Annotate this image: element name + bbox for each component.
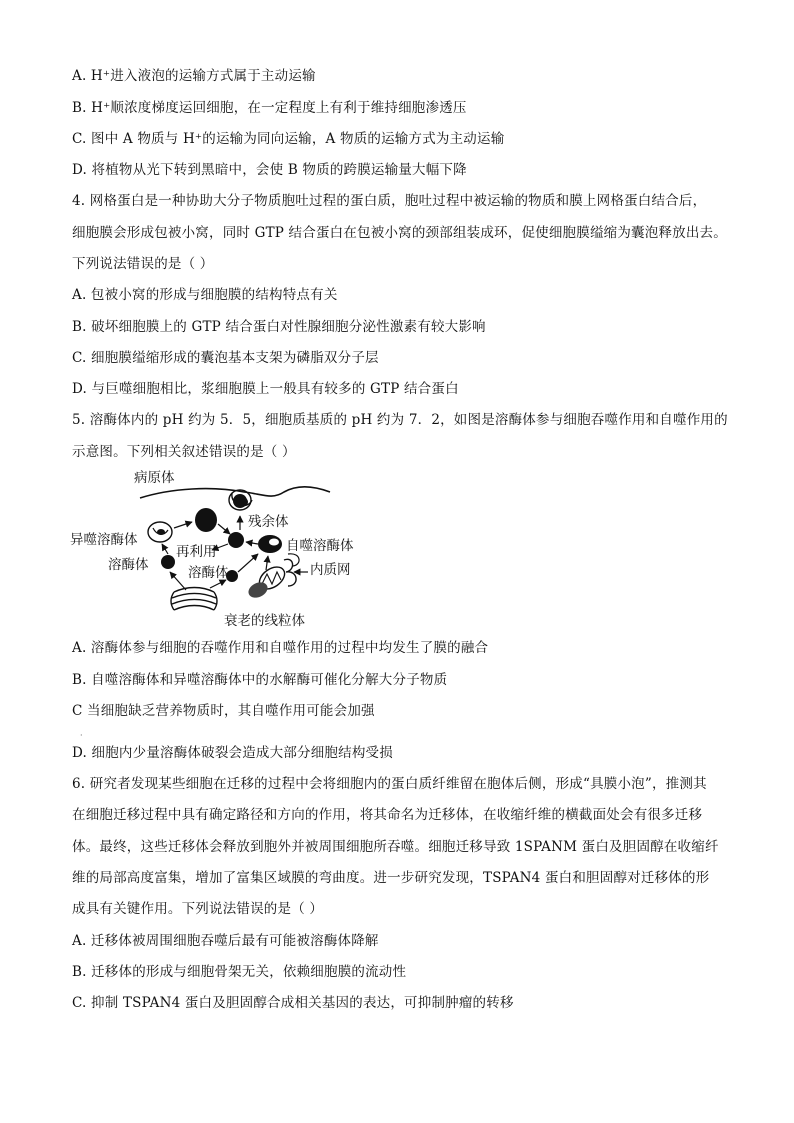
label-lysosome-center: 溶酶体	[188, 565, 229, 581]
residual-body	[228, 532, 244, 548]
q6-stem-line-5: 成具有关键作用。下列说法错误的是（ ）	[72, 901, 324, 917]
q4-stem-line-2: 细胞膜会形成包被小窝，同时 GTP 结合蛋白在包被小窝的颈部组装成环，促使细胞膜缢缩为囊泡释放出去。	[72, 225, 727, 241]
q4-stem-line-3: 下列说法错误的是（ ）	[72, 256, 214, 272]
golgi-apparatus	[171, 588, 217, 611]
label-endoplasmic-reticulum: 内质网	[310, 562, 351, 578]
phagosome	[195, 508, 217, 532]
label-pathogen: 病原体	[134, 470, 175, 486]
q5-option-c: C 当细胞缺乏营养物质时，其自噬作用可能会加强	[72, 703, 375, 719]
q5-stem-line-1: 5. 溶酶体内的 pH 约为 5．5，细胞质基质的 pH 约为 7．2，如图是溶酶体参与细胞吞噬作用和自噬作用的	[72, 412, 728, 428]
mitochondria-er-cluster	[246, 554, 299, 601]
q6-stem-line-2: 在细胞迁移过程中具有确定路径和方向的作用，将其命名为迁移体，在收缩纤维的横截面处会有很多迁移	[72, 807, 703, 823]
label-autophagic-lysosome: 自噬溶酶体	[286, 538, 354, 554]
label-lysosome-left: 溶酶体	[108, 557, 149, 573]
q5-option-a: A. 溶酶体参与细胞的吞噬作用和自噬作用的过程中均发生了膜的融合	[72, 640, 489, 656]
q3-option-d: D. 将植物从光下转到黑暗中，会使 B 物质的跨膜运输量大幅下降	[72, 162, 467, 178]
q6-option-b: B. 迁移体的形成与细胞骨架无关，依赖细胞膜的流动性	[72, 964, 407, 980]
label-residual-body: 残余体	[248, 514, 289, 530]
q4-option-a: A. 包被小窝的形成与细胞膜的结构特点有关	[72, 287, 338, 303]
residual-body-content	[233, 494, 247, 508]
q6-stem-line-1: 6. 研究者发现某些细胞在迁移的过程中会将细胞内的蛋白质纤维留在胞体后侧，形成“具膜小泡”，推测其	[72, 776, 707, 792]
q4-stem-line-1: 4. 网格蛋白是一种协助大分子物质胞吐过程的蛋白质，胞吐过程中被运输的物质和膜上网格蛋白结合后，	[72, 193, 707, 209]
q3-option-b: B. H⁺顺浓度梯度运回细胞，在一定程度上有利于维持细胞渗透压	[72, 100, 467, 116]
lysosome-diagram-svg	[62, 462, 372, 632]
q5-stem-line-2: 示意图。下列相关叙述错误的是（ ）	[72, 444, 296, 460]
q3-option-a: A. H⁺进入液泡的运输方式属于主动运输	[72, 68, 316, 84]
q6-stem-line-3: 体。最终，这些迁移体会释放到胞外并被周围细胞所吞噬。细胞迁移导致 1SPANM 蛋白及胆固醇在收缩纤	[72, 839, 719, 855]
q3-option-c: C. 图中 A 物质与 H⁺的运输为同向运输，A 物质的运输方式为主动运输	[72, 131, 505, 147]
q4-option-d: D. 与巨噬细胞相比，浆细胞膜上一般具有较多的 GTP 结合蛋白	[72, 381, 459, 397]
stray-dot-mark: ·	[80, 731, 83, 740]
lysosome-left	[161, 555, 175, 569]
label-heterophagic-lysosome: 异噬溶酶体	[70, 532, 138, 548]
q6-option-a: A. 迁移体被周围细胞吞噬后最有可能被溶酶体降解	[72, 933, 379, 949]
lysosome-diagram	[62, 462, 372, 632]
q4-option-b: B. 破坏细胞膜上的 GTP 结合蛋白对性腺细胞分泌性激素有较大影响	[72, 319, 486, 335]
q6-option-c: C. 抑制 TSPAN4 蛋白及胆固醇合成相关基因的表达，可抑制肿瘤的转移	[72, 995, 514, 1011]
label-reuse: 再利用	[176, 544, 217, 560]
q5-option-b: B. 自噬溶酶体和异噬溶酶体中的水解酶可催化分解大分子物质	[72, 672, 448, 688]
label-aging-mitochondria: 衰老的线粒体	[224, 613, 305, 629]
q5-option-d: D. 细胞内少量溶酶体破裂会造成大部分细胞结构受损	[72, 745, 393, 761]
q6-stem-line-4: 维的局部高度富集，增加了富集区域膜的弯曲度。进一步研究发现，TSPAN4 蛋白和胆固醇对迁移体的形	[72, 870, 710, 886]
q4-option-c: C. 细胞膜缢缩形成的囊泡基本支架为磷脂双分子层	[72, 350, 379, 366]
